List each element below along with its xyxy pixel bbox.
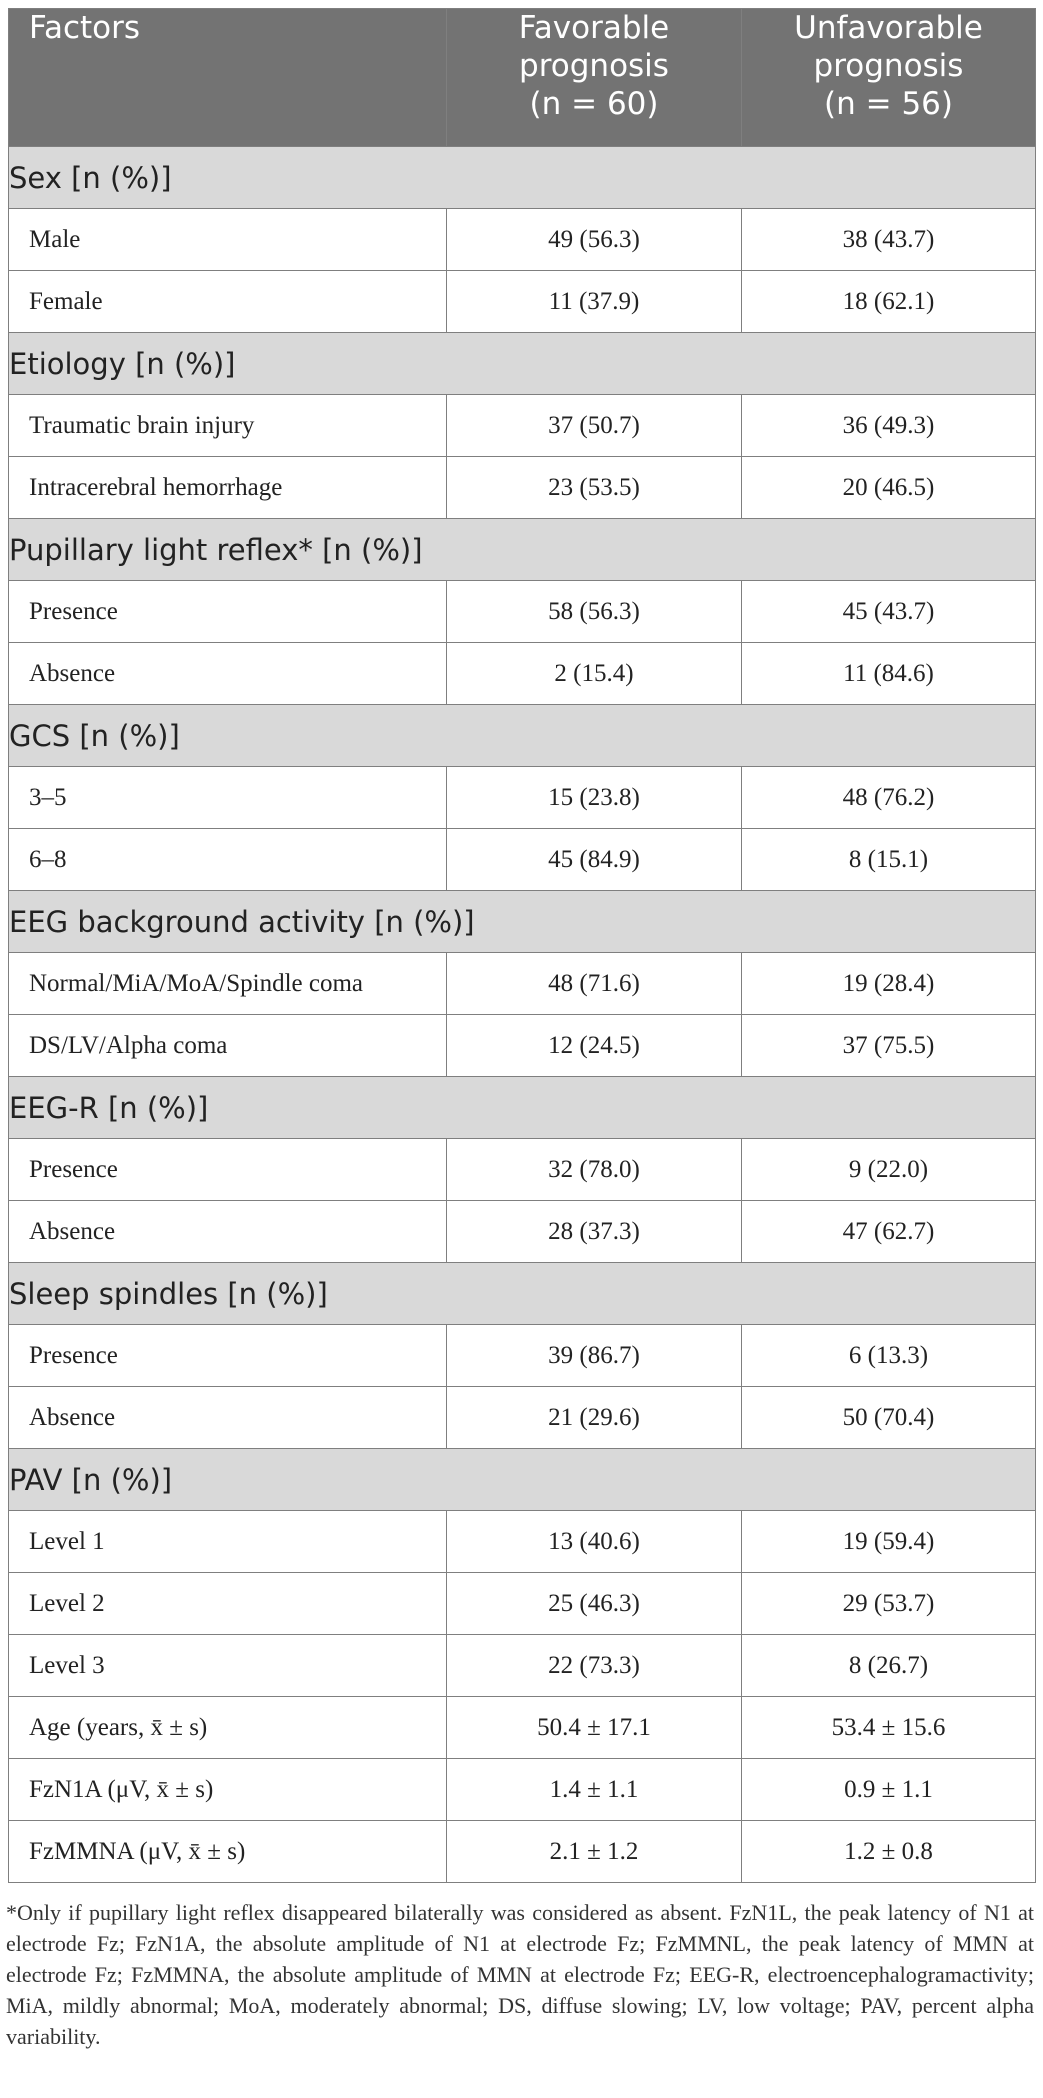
- unfavorable-value: 53.4 ± 15.6: [742, 1697, 1036, 1759]
- row-label: FzN1A (μV, x̄ ± s): [9, 1759, 447, 1821]
- header-unfavorable-line1: Unfavorable: [794, 10, 983, 46]
- table-row: [9, 1201, 1036, 1263]
- section-title: EEG-R [n (%)]: [9, 1077, 1036, 1139]
- table-row: [9, 1573, 1036, 1635]
- table-row: [9, 1387, 1036, 1449]
- header-favorable: [447, 9, 742, 147]
- table-row: [9, 209, 1036, 271]
- favorable-value: 2 (15.4): [447, 643, 742, 705]
- row-label: DS/LV/Alpha coma: [9, 1015, 447, 1077]
- row-label: Female: [9, 271, 447, 333]
- row-label: Male: [9, 209, 447, 271]
- row-label: Level 1: [9, 1511, 447, 1573]
- unfavorable-value: 48 (76.2): [742, 767, 1036, 829]
- unfavorable-value: 50 (70.4): [742, 1387, 1036, 1449]
- section-title: GCS [n (%)]: [9, 705, 1036, 767]
- row-label: Presence: [9, 1325, 447, 1387]
- row-label: Presence: [9, 581, 447, 643]
- section-header-row: [9, 1263, 1036, 1325]
- row-label: Presence: [9, 1139, 447, 1201]
- favorable-value: 45 (84.9): [447, 829, 742, 891]
- header-favorable-line3: (n = 60): [529, 86, 659, 122]
- section-header-row: [9, 333, 1036, 395]
- unfavorable-value: 29 (53.7): [742, 1573, 1036, 1635]
- favorable-value: 2.1 ± 1.2: [447, 1821, 742, 1883]
- unfavorable-value: 47 (62.7): [742, 1201, 1036, 1263]
- table-row: [9, 1511, 1036, 1573]
- section-header-row: [9, 147, 1036, 209]
- unfavorable-value: 11 (84.6): [742, 643, 1036, 705]
- row-label: Age (years, x̄ ± s): [9, 1697, 447, 1759]
- row-label: 3–5: [9, 767, 447, 829]
- row-label: 6–8: [9, 829, 447, 891]
- favorable-value: 22 (73.3): [447, 1635, 742, 1697]
- favorable-value: 32 (78.0): [447, 1139, 742, 1201]
- section-title: Sex [n (%)]: [9, 147, 1036, 209]
- unfavorable-value: 6 (13.3): [742, 1325, 1036, 1387]
- row-label: Intracerebral hemorrhage: [9, 457, 447, 519]
- favorable-value: 15 (23.8): [447, 767, 742, 829]
- favorable-value: 23 (53.5): [447, 457, 742, 519]
- favorable-value: 49 (56.3): [447, 209, 742, 271]
- unfavorable-value: 19 (28.4): [742, 953, 1036, 1015]
- unfavorable-value: 37 (75.5): [742, 1015, 1036, 1077]
- unfavorable-value: 8 (15.1): [742, 829, 1036, 891]
- favorable-value: 21 (29.6): [447, 1387, 742, 1449]
- unfavorable-value: 1.2 ± 0.8: [742, 1821, 1036, 1883]
- header-unfavorable-line3: (n = 56): [824, 86, 953, 122]
- unfavorable-value: 18 (62.1): [742, 271, 1036, 333]
- section-title: Sleep spindles [n (%)]: [9, 1263, 1036, 1325]
- section-title: PAV [n (%)]: [9, 1449, 1036, 1511]
- unfavorable-value: 20 (46.5): [742, 457, 1036, 519]
- table-row: [9, 1325, 1036, 1387]
- row-label: Normal/MiA/MoA/Spindle coma: [9, 953, 447, 1015]
- unfavorable-value: 36 (49.3): [742, 395, 1036, 457]
- favorable-value: 25 (46.3): [447, 1573, 742, 1635]
- section-header-row: [9, 1077, 1036, 1139]
- unfavorable-value: 9 (22.0): [742, 1139, 1036, 1201]
- favorable-value: 50.4 ± 17.1: [447, 1697, 742, 1759]
- unfavorable-value: 8 (26.7): [742, 1635, 1036, 1697]
- row-label: Level 2: [9, 1573, 447, 1635]
- favorable-value: 28 (37.3): [447, 1201, 742, 1263]
- favorable-value: 12 (24.5): [447, 1015, 742, 1077]
- row-label: Traumatic brain injury: [9, 395, 447, 457]
- table-row: [9, 395, 1036, 457]
- section-title: Pupillary light reflex* [n (%)]: [9, 519, 1036, 581]
- unfavorable-value: 0.9 ± 1.1: [742, 1759, 1036, 1821]
- table-row: [9, 1635, 1036, 1697]
- unfavorable-value: 19 (59.4): [742, 1511, 1036, 1573]
- section-title: EEG background activity [n (%)]: [9, 891, 1036, 953]
- favorable-value: 48 (71.6): [447, 953, 742, 1015]
- header-factors: Factors: [9, 9, 447, 147]
- table-row: [9, 581, 1036, 643]
- row-label: FzMMNA (μV, x̄ ± s): [9, 1821, 447, 1883]
- row-label: Level 3: [9, 1635, 447, 1697]
- table-row: [9, 457, 1036, 519]
- table-footnote: *Only if pupillary light reflex disappeared bilaterally was considered as absent. FzN1L, the peak latency of N1 at electrode Fz; FzN1A, the absolute amplitude of N1 at electrode Fz; FzMMNL, the peak latency of MMN at electrode Fz; FzMMNA, the absolute amplitude of MMN at electrode Fz; EEG-R, electroencephalogramactivity; MiA, mildly abnormal; MoA, moderately abnormal; DS, diffuse slowing; LV, low voltage; PAV, percent alpha variability.: [6, 1900, 1034, 2049]
- favorable-value: 13 (40.6): [447, 1511, 742, 1573]
- table-row: [9, 1759, 1036, 1821]
- header-favorable-line1: Favorable: [518, 10, 670, 46]
- table-row: [9, 767, 1036, 829]
- row-label: Absence: [9, 1387, 447, 1449]
- section-header-row: [9, 1449, 1036, 1511]
- table-body: [9, 147, 1036, 1883]
- favorable-value: 58 (56.3): [447, 581, 742, 643]
- section-header-row: [9, 519, 1036, 581]
- unfavorable-value: 45 (43.7): [742, 581, 1036, 643]
- header-unfavorable: [742, 9, 1036, 147]
- header-unfavorable-line2: prognosis: [813, 48, 964, 84]
- section-header-row: [9, 891, 1036, 953]
- table-row: [9, 953, 1036, 1015]
- section-header-row: [9, 705, 1036, 767]
- table-row: [9, 643, 1036, 705]
- row-label: Absence: [9, 1201, 447, 1263]
- table-row: [9, 271, 1036, 333]
- table-row: [9, 1015, 1036, 1077]
- table-row: [9, 1139, 1036, 1201]
- table-row: [9, 1697, 1036, 1759]
- row-label: Absence: [9, 643, 447, 705]
- table-row: [9, 829, 1036, 891]
- section-title: Etiology [n (%)]: [9, 333, 1036, 395]
- prognosis-table: [8, 8, 1036, 1883]
- table-row: [9, 1821, 1036, 1883]
- favorable-value: 1.4 ± 1.1: [447, 1759, 742, 1821]
- favorable-value: 37 (50.7): [447, 395, 742, 457]
- favorable-value: 39 (86.7): [447, 1325, 742, 1387]
- table-header: [9, 9, 1036, 147]
- header-favorable-line2: prognosis: [519, 48, 669, 84]
- favorable-value: 11 (37.9): [447, 271, 742, 333]
- unfavorable-value: 38 (43.7): [742, 209, 1036, 271]
